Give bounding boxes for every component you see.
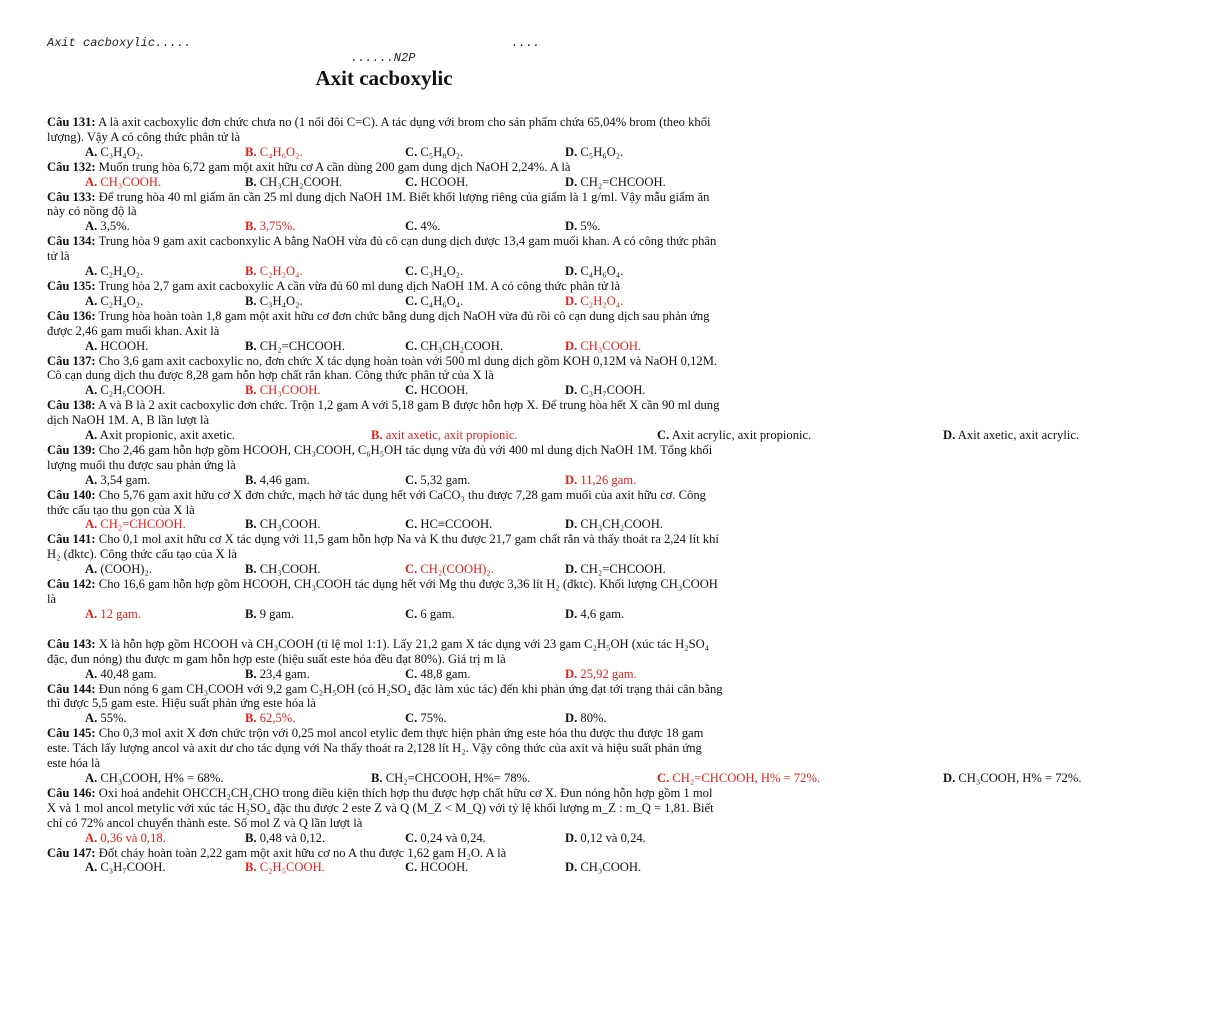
answer-option[interactable]: [565, 860, 725, 875]
option-text: CH₃CH₂COOH.: [420, 338, 504, 353]
question-block: [47, 190, 723, 235]
option-letter: A.: [85, 830, 98, 845]
answer-option[interactable]: [405, 264, 565, 279]
question-block: [47, 115, 723, 160]
option-text: C₂H₅COOH.: [100, 383, 166, 398]
option-letter: A.: [85, 293, 98, 308]
answer-options: [47, 711, 723, 726]
question-stem: Cho 5,76 gam axit hữu cơ X đơn chức, mạch hở tác dụng hết với CaCO₃ thu được 7,28 gam muối của axit hữu cơ. Công thức cấu tạo thu gọn của X là: [47, 487, 706, 517]
option-letter: C.: [405, 472, 418, 487]
option-text: CH₂=CHCOOH, H%= 78%.: [385, 770, 531, 785]
option-text: C₂H₄O₂.: [100, 264, 144, 279]
option-letter: C.: [405, 666, 418, 681]
option-text: (COOH)₂.: [100, 562, 153, 577]
answer-option[interactable]: [565, 711, 725, 726]
question-text: [47, 786, 723, 831]
option-text: 75%.: [420, 711, 447, 726]
option-letter: A.: [85, 562, 98, 577]
answer-option[interactable]: [405, 711, 565, 726]
section-gap: [47, 622, 723, 637]
question-stem: Để trung hòa 40 ml giấm ăn cần 25 ml dung dịch NaOH 1M. Biết khối lượng riêng của giấm là 1 g/ml. Vậy mẫu giấm ăn này có nồng độ là: [47, 189, 710, 219]
option-text: CH₃CH₂COOH.: [259, 174, 343, 189]
option-letter: C.: [405, 562, 418, 577]
answer-option[interactable]: [405, 667, 565, 682]
option-letter: B.: [245, 219, 257, 234]
answer-option[interactable]: [657, 428, 943, 443]
option-letter: A.: [85, 666, 98, 681]
option-text-correct: CH₃COOH.: [100, 174, 162, 189]
answer-option[interactable]: [245, 607, 405, 622]
question-text: [47, 682, 723, 712]
option-letter: B.: [245, 383, 257, 398]
answer-options: [47, 294, 723, 309]
answer-option[interactable]: [405, 219, 565, 234]
option-letter: B.: [245, 293, 257, 308]
option-text: Axit axetic, axit acrylic.: [957, 428, 1080, 443]
answer-option[interactable]: [85, 517, 245, 532]
option-letter: A.: [85, 174, 98, 189]
option-letter: C.: [405, 517, 418, 532]
option-text: C₂H₄O₂.: [100, 293, 144, 308]
answer-option[interactable]: [943, 771, 1229, 786]
question-block: [47, 488, 723, 533]
question-block: [47, 309, 723, 354]
option-letter: D.: [565, 144, 578, 159]
option-text: 48,8 gam.: [420, 666, 471, 681]
option-letter: A.: [85, 219, 98, 234]
answer-option[interactable]: [405, 473, 565, 488]
question-number: Câu 146:: [47, 785, 96, 800]
option-text-correct: 62,5%.: [259, 711, 296, 726]
answer-option[interactable]: [405, 383, 565, 398]
option-text: HCOOH.: [420, 383, 469, 398]
answer-option[interactable]: [245, 860, 405, 875]
option-letter: C.: [657, 428, 670, 443]
option-letter: A.: [85, 472, 98, 487]
option-text: C₅H₆O₂.: [580, 144, 624, 159]
answer-option[interactable]: [245, 264, 405, 279]
option-letter: C.: [405, 293, 418, 308]
question-stem: Muốn trung hòa 6,72 gam một axit hữu cơ A cần dùng 200 gam dung dịch NaOH 2,24%. A là: [98, 159, 571, 174]
answer-options: [47, 831, 723, 846]
question-number: Câu 142:: [47, 577, 96, 592]
answer-options: [47, 517, 723, 532]
option-text-correct: C₂H₂O₄.: [259, 264, 303, 279]
answer-option[interactable]: [405, 175, 565, 190]
question-number: Câu 144:: [47, 681, 96, 696]
question-stem: Oxi hoá anđehit OHCCH₂CH₂CHO trong điều kiện thích hợp thu được hợp chất hữu cơ X. Đun nóng hỗn hợp gồm 1 mol X và 1 mol ancol metylic với xúc tác H₂SO₄ đặc thu được 2 este Z và Q (M_Z < M_Q) với tỷ lệ khối lượng m_Z : m_Q = 1,81. Biết chỉ có 72% ancol chuyển thành este. Số mol Z và Q lần lượt là: [47, 785, 714, 830]
question-text: [47, 309, 723, 339]
option-letter: B.: [245, 338, 257, 353]
option-letter: D.: [943, 770, 956, 785]
answer-option[interactable]: [85, 294, 245, 309]
answer-option[interactable]: [405, 831, 565, 846]
question-number: Câu 137:: [47, 353, 96, 368]
option-letter: D.: [565, 338, 578, 353]
question-number: Câu 133:: [47, 189, 96, 204]
option-text: CH₃COOH.: [259, 517, 321, 532]
option-letter: C.: [405, 860, 418, 875]
option-text-correct: axit axetic, axit propionic.: [385, 428, 518, 443]
option-letter: B.: [245, 666, 257, 681]
question-number: Câu 143:: [47, 636, 96, 651]
answer-option[interactable]: [405, 562, 565, 577]
question-text: [47, 488, 723, 518]
option-text-correct: 3,75%.: [259, 219, 296, 234]
option-letter: B.: [245, 860, 257, 875]
answer-option[interactable]: [85, 473, 245, 488]
answer-option[interactable]: [245, 145, 405, 160]
option-letter: C.: [405, 606, 418, 621]
option-letter: B.: [371, 770, 383, 785]
question-number: Câu 141:: [47, 532, 96, 547]
answer-option[interactable]: [85, 860, 245, 875]
answer-option[interactable]: [85, 145, 245, 160]
question-stem: Cho 16,6 gam hỗn hợp gồm HCOOH, CH₃COOH tác dụng hết với Mg thu được 3,36 lít H₂ (đktc). Khối lượng CH₃COOH là: [47, 577, 718, 606]
option-letter: C.: [405, 219, 418, 234]
answer-option[interactable]: [405, 145, 565, 160]
answer-option[interactable]: [657, 771, 943, 786]
option-text: 0,24 và 0,24.: [420, 830, 486, 845]
question-block: [47, 682, 723, 727]
option-letter: B.: [245, 264, 257, 279]
option-text-correct: 25,92 gam.: [580, 666, 637, 681]
question-stem: Cho 2,46 gam hỗn hợp gồm HCOOH, CH₃COOH, C₆H₅OH tác dụng vừa đủ với 400 ml dung dịch NaOH 1M. Tổng khối lượng muối thu được sau phản ứng là: [47, 442, 713, 472]
header-left: Axit cacboxylic.....: [47, 36, 192, 50]
option-text: Axit acrylic, axit propionic.: [671, 428, 812, 443]
question-block: [47, 786, 723, 846]
answer-option[interactable]: [85, 428, 371, 443]
header-center: ......N2P: [350, 51, 416, 65]
option-letter: D.: [565, 830, 578, 845]
answer-option[interactable]: [371, 771, 657, 786]
answer-options: [47, 860, 723, 875]
option-letter: A.: [85, 264, 98, 279]
option-text: CH₂=CHCOOH.: [580, 174, 666, 189]
answer-options: [47, 339, 723, 354]
answer-option[interactable]: [85, 607, 245, 622]
answer-option[interactable]: [85, 339, 245, 354]
answer-option[interactable]: [405, 294, 565, 309]
answer-option[interactable]: [565, 517, 725, 532]
answer-option[interactable]: [371, 428, 657, 443]
answer-option[interactable]: [85, 219, 245, 234]
question-block: [47, 398, 1080, 443]
option-letter: A.: [85, 383, 98, 398]
answer-option[interactable]: [85, 264, 245, 279]
option-letter: C.: [405, 338, 418, 353]
question-number: Câu 131:: [47, 115, 96, 129]
option-letter: B.: [245, 830, 257, 845]
question-stem: Cho 0,1 mol axit hữu cơ X tác dụng với 11,5 gam hỗn hợp Na và K thu được 21,7 gam chất rắn và thấy thoát ra 2,24 lít khí H₂ (đktc). Công thức cấu tạo của X là: [47, 532, 719, 562]
option-text: 0,48 và 0,12.: [259, 830, 326, 845]
answer-option[interactable]: [245, 711, 405, 726]
answer-option[interactable]: [565, 175, 725, 190]
option-letter: C.: [405, 383, 418, 398]
answer-option[interactable]: [245, 219, 405, 234]
answer-option[interactable]: [85, 771, 371, 786]
option-text-correct: C₄H₆O₂.: [259, 144, 303, 159]
question-number: Câu 140:: [47, 487, 96, 502]
answer-option[interactable]: [565, 473, 725, 488]
option-text: C₃H₄O₂.: [420, 264, 464, 279]
option-text: C₄H₆O₄.: [420, 293, 464, 308]
answer-option[interactable]: [85, 383, 245, 398]
option-letter: A.: [85, 144, 98, 159]
option-text: 6 gam.: [420, 606, 455, 621]
option-text: CH₃CH₂COOH.: [580, 517, 664, 532]
option-text: CH₂=CHCOOH.: [259, 338, 346, 353]
answer-options: [47, 145, 723, 160]
option-letter: D.: [943, 428, 956, 443]
answer-option[interactable]: [565, 219, 725, 234]
option-letter: D.: [565, 860, 578, 875]
question-number: Câu 134:: [47, 234, 96, 249]
option-text-correct: CH₃COOH.: [259, 383, 321, 398]
answer-options: [47, 219, 723, 234]
answer-option[interactable]: [565, 339, 725, 354]
answer-option[interactable]: [245, 562, 405, 577]
option-letter: A.: [85, 770, 98, 785]
option-text: Axit propionic, axit axetic.: [99, 428, 236, 443]
option-text: 5,32 gam.: [420, 472, 471, 487]
option-letter: D.: [565, 219, 578, 234]
option-letter: D.: [565, 517, 578, 532]
option-text-correct: C₂H₅COOH.: [259, 860, 325, 875]
option-letter: D.: [565, 666, 578, 681]
answer-option[interactable]: [245, 473, 405, 488]
question-block: [47, 577, 723, 622]
question-stem: A là axit cacboxylic đơn chức chưa no (1 nối đôi C=C). A tác dụng với brom cho sản phẩm chứa 65,04% brom (theo khối lượng). Vậy A có công thức phân tử là: [47, 115, 711, 144]
option-text-correct: CH₂(COOH)₂.: [420, 562, 494, 577]
option-text-correct: CH₂=CHCOOH, H% = 72%.: [672, 770, 821, 785]
option-text: 4,6 gam.: [580, 606, 625, 621]
option-text: 40,48 gam.: [100, 666, 157, 681]
option-letter: D.: [565, 606, 578, 621]
option-letter: B.: [371, 428, 383, 443]
answer-option[interactable]: [405, 339, 565, 354]
option-letter: D.: [565, 383, 578, 398]
answer-option[interactable]: [85, 711, 245, 726]
running-header: [47, 36, 708, 50]
answer-option[interactable]: [943, 428, 1229, 443]
question-text: [47, 398, 723, 428]
answer-option[interactable]: [85, 667, 245, 682]
answer-option[interactable]: [245, 294, 405, 309]
answer-options: [47, 667, 723, 682]
option-text: CH₂=CHCOOH.: [580, 562, 666, 577]
question-stem: Trung hòa 9 gam axit cacbonxylic A bằng NaOH vừa đủ cô cạn dung dịch được 13,4 gam muối khan. A có công thức phân tử là: [47, 234, 717, 264]
option-text-correct: 0,36 và 0,18.: [100, 830, 166, 845]
question-text: [47, 234, 723, 264]
answer-options: [47, 473, 723, 488]
option-text: 9 gam.: [259, 606, 294, 621]
question-block: [47, 279, 723, 309]
question-text: [47, 637, 723, 667]
header-right: ....: [511, 36, 540, 50]
answer-options: [47, 175, 723, 190]
question-number: Câu 145:: [47, 726, 96, 741]
option-letter: C.: [405, 144, 418, 159]
option-text: 23,4 gam.: [259, 666, 310, 681]
question-text: [47, 532, 723, 562]
answer-option[interactable]: [245, 517, 405, 532]
option-letter: C.: [405, 264, 418, 279]
answer-option[interactable]: [565, 383, 725, 398]
option-text: C₃H₇COOH.: [100, 860, 166, 875]
answer-option[interactable]: [565, 667, 725, 682]
question-stem: Cho 0,3 mol axit X đơn chức trộn với 0,25 mol ancol etylic đem thực hiện phản ứng este hóa thu được thu được 18 gam este. Tách lấy lượng ancol và axit dư cho tác dụng với Na thấy thoát ra 2,128 lít H₂. Vậy công thức của axit và hiệu suất phản ứng este hóa là: [47, 726, 704, 771]
question-number: Câu 132:: [47, 159, 96, 174]
question-number: Câu 139:: [47, 442, 96, 457]
answer-option[interactable]: [245, 339, 405, 354]
option-letter: C.: [405, 711, 418, 726]
answer-option[interactable]: [405, 860, 565, 875]
option-text: C₅H₈O₂.: [420, 144, 464, 159]
question-text: [47, 115, 723, 145]
question-stem: Đun nóng 6 gam CH₃COOH với 9,2 gam C₂H₅OH (có H₂SO₄ đặc làm xúc tác) đến khi phản ứng đạt tới trạng thái cân bằng thì được 5,5 gam este. Hiệu suất phản ứng este hóa là: [47, 681, 723, 711]
option-text: CH₃COOH, H% = 72%.: [958, 770, 1082, 785]
question-block: [47, 532, 723, 577]
option-letter: D.: [565, 264, 578, 279]
option-text: C₄H₆O₄.: [580, 264, 624, 279]
option-letter: A.: [85, 860, 98, 875]
question-number: Câu 147:: [47, 845, 96, 860]
option-letter: D.: [565, 711, 578, 726]
question-stem: Đốt cháy hoàn toàn 2,22 gam một axit hữu cơ no A thu được 1,62 gam H₂O. A là: [98, 845, 507, 860]
option-text: 4,46 gam.: [259, 472, 310, 487]
option-letter: B.: [245, 174, 257, 189]
option-text-correct: CH₃COOH.: [580, 338, 642, 353]
answer-option[interactable]: [85, 831, 245, 846]
option-letter: C.: [405, 174, 418, 189]
option-text: 80%.: [580, 711, 607, 726]
option-text: 3,5%.: [100, 219, 130, 234]
answer-option[interactable]: [565, 831, 725, 846]
option-letter: B.: [245, 517, 257, 532]
answer-option[interactable]: [565, 607, 725, 622]
question-block: [47, 443, 723, 488]
question-text: [47, 577, 723, 607]
question-stem: X là hỗn hợp gồm HCOOH và CH₃COOH (tỉ lệ mol 1:1). Lấy 21,2 gam X tác dụng với 23 gam C₂H₅OH (xúc tác H₂SO₄ đặc, đun nóng) thu được m gam hỗn hợp este (hiệu suất este hóa đều đạt 80%). Giá trị m là: [47, 636, 710, 666]
question-text: [47, 190, 723, 220]
answer-option[interactable]: [245, 175, 405, 190]
question-text: [47, 160, 723, 175]
option-letter: C.: [657, 770, 670, 785]
question-text: [47, 354, 723, 384]
answer-option[interactable]: [565, 562, 725, 577]
question-block: [47, 160, 723, 190]
option-letter: B.: [245, 144, 257, 159]
option-text: CH₃COOH, H% = 68%.: [100, 770, 224, 785]
option-text: 0,12 và 0,24.: [580, 830, 646, 845]
question-text: [47, 846, 723, 861]
option-text: C₃H₄O₂.: [100, 144, 144, 159]
question-text: [47, 279, 723, 294]
question-number: Câu 138:: [47, 398, 96, 413]
answer-options: [47, 264, 723, 279]
option-text-correct: CH₂=CHCOOH.: [100, 517, 186, 532]
option-letter: A.: [85, 606, 98, 621]
option-letter: B.: [245, 472, 257, 487]
running-header-center: [0, 51, 768, 65]
option-letter: D.: [565, 174, 578, 189]
option-text: 3,54 gam.: [100, 472, 151, 487]
option-text: HCOOH.: [420, 174, 469, 189]
answer-option[interactable]: [405, 517, 565, 532]
question-block: [47, 846, 723, 876]
answer-option[interactable]: [245, 667, 405, 682]
question-block: [47, 726, 1082, 786]
option-text: 4%.: [420, 219, 441, 234]
option-text-correct: C₂H₂O₄.: [580, 293, 624, 308]
option-letter: B.: [245, 606, 257, 621]
option-text-correct: 12 gam.: [100, 606, 141, 621]
option-letter: B.: [245, 711, 257, 726]
option-letter: C.: [405, 830, 418, 845]
option-letter: A.: [85, 338, 98, 353]
option-text: C₃H₄O₂.: [259, 293, 303, 308]
answer-option[interactable]: [85, 175, 245, 190]
answer-option[interactable]: [405, 607, 565, 622]
answer-options: [47, 607, 723, 622]
question-block: [47, 637, 723, 682]
page-title: Axit cacboxylic: [315, 66, 453, 90]
answer-option[interactable]: [245, 831, 405, 846]
question-stem: A và B là 2 axit cacboxylic đơn chức. Trộn 1,2 gam A với 5,18 gam B được hỗn hợp X. Để trung hòa hết X cần 90 ml dung dịch NaOH 1M. A, B lần lượt là: [47, 398, 720, 428]
option-text: HC≡CCOOH.: [420, 517, 493, 532]
option-text: CH₃COOH.: [580, 860, 642, 875]
option-letter: A.: [85, 517, 98, 532]
option-letter: B.: [245, 562, 257, 577]
answer-options: [47, 770, 1082, 786]
option-letter: D.: [565, 562, 578, 577]
answer-option[interactable]: [85, 562, 245, 577]
option-letter: A.: [85, 428, 98, 443]
option-text: HCOOH.: [420, 860, 469, 875]
question-stem: Trung hòa 2,7 gam axit cacboxylic A cần vừa đủ 60 ml dung dịch NaOH 1M. A có công thức phân tử là: [98, 278, 621, 293]
answer-options: [47, 428, 1080, 443]
question-block: [47, 354, 723, 399]
question-block: [47, 234, 723, 279]
question-stem: Trung hòa hoàn toàn 1,8 gam một axit hữu cơ đơn chức bằng dung dịch NaOH vừa đủ rồi cô cạn dung dịch sau phản ứng được 2,46 gam muối khan. Axit là: [47, 308, 710, 338]
question-number: Câu 135:: [47, 278, 96, 293]
question-text: [47, 726, 723, 771]
option-text: HCOOH.: [100, 338, 149, 353]
question-text: [47, 443, 723, 473]
answer-option[interactable]: [245, 383, 405, 398]
answer-options: [47, 562, 723, 577]
question-list: [47, 115, 1082, 875]
option-letter: D.: [565, 472, 578, 487]
option-text: C₃H₇COOH.: [580, 383, 646, 398]
option-text: 55%.: [100, 711, 127, 726]
answer-option[interactable]: [565, 294, 725, 309]
option-text-correct: 11,26 gam.: [580, 472, 637, 487]
option-text: 5%.: [580, 219, 601, 234]
option-letter: D.: [565, 293, 578, 308]
answer-option[interactable]: [565, 145, 725, 160]
answer-options: [47, 383, 723, 398]
question-number: Câu 136:: [47, 308, 96, 323]
option-letter: A.: [85, 711, 98, 726]
answer-option[interactable]: [565, 264, 725, 279]
option-text: CH₃COOH.: [259, 562, 321, 577]
question-stem: Cho 3,6 gam axit cacboxylic no, đơn chức X tác dụng hoàn toàn với 500 ml dung dịch gồm KOH 0,12M và NaOH 0,12M. Cô cạn dung dịch thu được 8,28 gam hỗn hợp chất rắn khan. Công thức phân tử của X là: [47, 353, 718, 383]
